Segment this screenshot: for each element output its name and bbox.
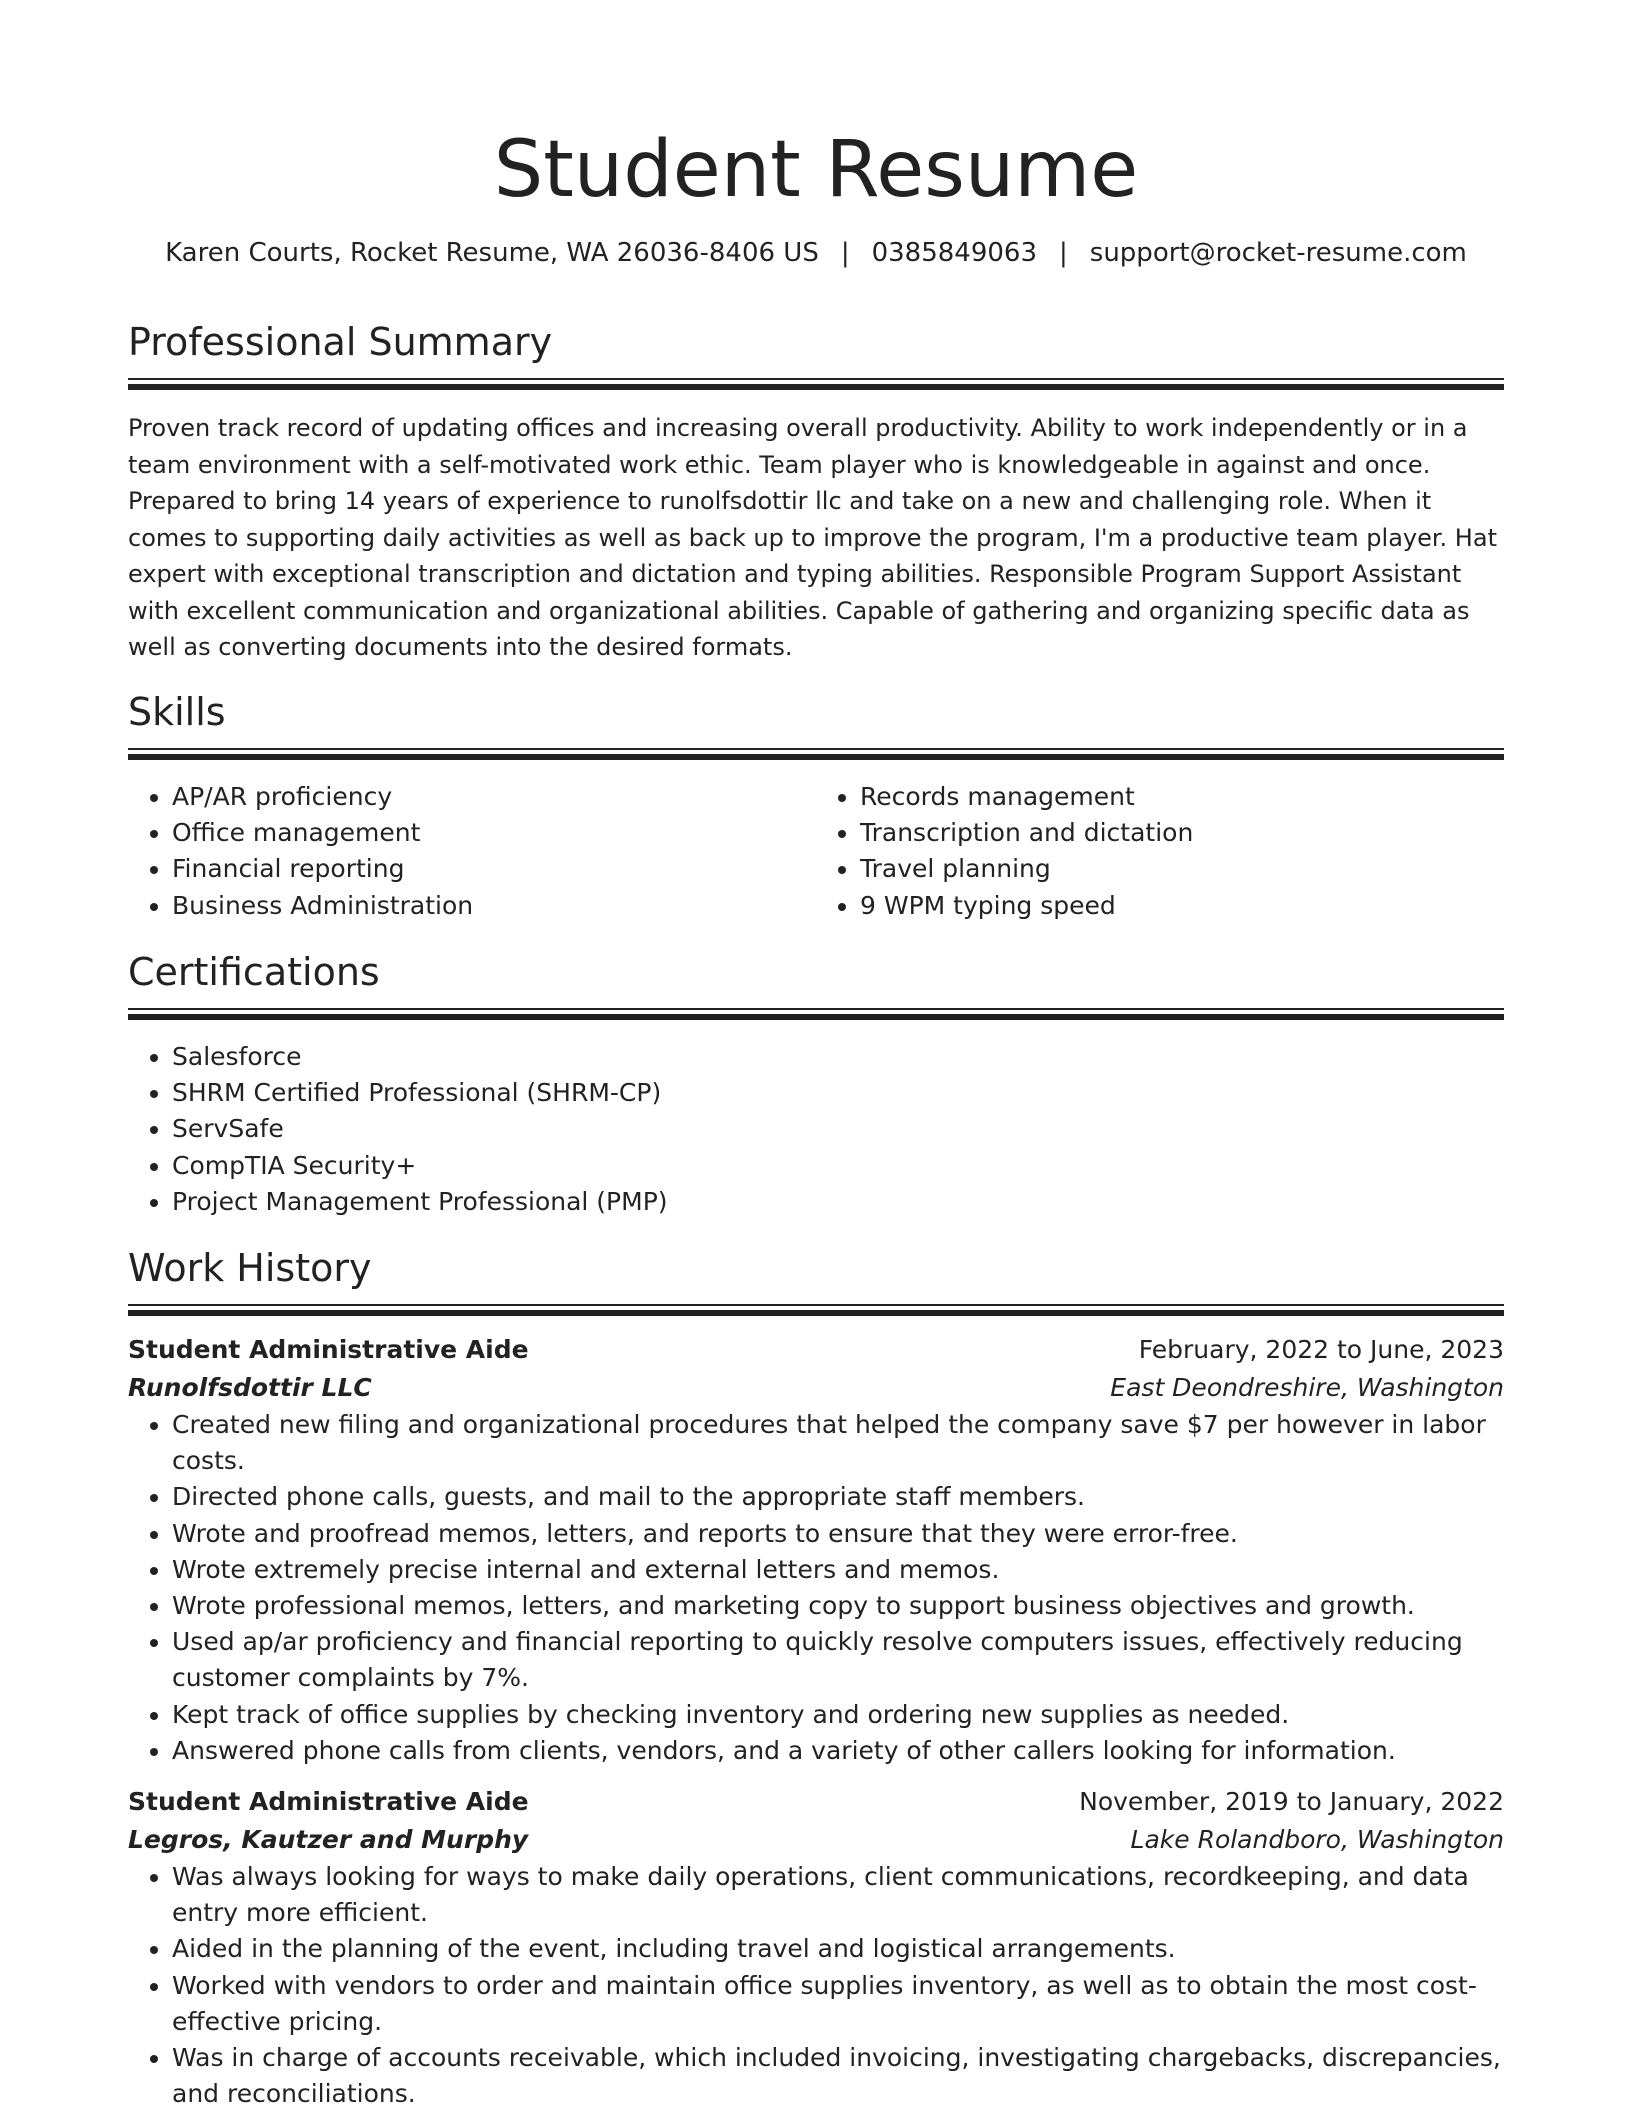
job-company: Runolfsdottir LLC <box>128 1373 372 1402</box>
skill-item: • Business Administration <box>172 888 816 924</box>
job-bullet: • Was always looking for ways to make daily operations, client communications, recordkeeping, and data entry more efficient. <box>172 1859 1504 1931</box>
job-bullet: • Worked with vendors to order and maintain office supplies inventory, as well as to obtain the most cost-effective pricing. <box>172 1968 1504 2040</box>
certification-item: • Project Management Professional (PMP) <box>172 1184 1504 1220</box>
section-heading-summary: Professional Summary <box>128 320 553 364</box>
job-header-row <box>128 1783 1504 1821</box>
job-dates: February, 2022 to June, 2023 <box>1138 1335 1504 1364</box>
job-bullet: • Wrote professional memos, letters, and marketing copy to support business objectives and growth. <box>172 1588 1504 1624</box>
job-bullet: • Used ap/ar proficiency and financial reporting to quickly resolve computers issues, effectively reducing customer complaints by 7%. <box>172 1624 1504 1696</box>
job-bullet: • Created new filing and organizational procedures that helped the company save $7 per however in labor costs. <box>172 1407 1504 1479</box>
certification-item: • Salesforce <box>172 1039 1504 1075</box>
skills-section <box>128 688 1504 924</box>
job-title: Student Administrative Aide <box>128 1335 529 1364</box>
resume-page <box>128 0 1504 2109</box>
job-bullets <box>128 1407 1504 1769</box>
skill-item: • Transcription and dictation <box>860 815 1504 851</box>
job-dates: November, 2019 to January, 2022 <box>1079 1787 1504 1816</box>
summary-text: Proven track record of updating offices and increasing overall productivity. Ability to work independently or in a team environment with a self-motivated work ethic. Team player who is knowledgeable in against and once. Prepared to bring 14 years of experience to runolfsdottir llc and take on a new and challenging role. When it comes to supporting daily activities as well as back up to improve the program, I'm a productive team player. Hat expert with exceptional transcription and dictation and typing abilities. Responsible Program Support Assistant with excellent communication and organizational abilities. Capable of gathering and organizing specific data as well as converting documents into the desired formats. <box>128 414 1497 661</box>
work-history-section <box>128 1244 1504 1318</box>
job-title: Student Administrative Aide <box>128 1787 529 1816</box>
contact-separator: | <box>840 238 850 268</box>
skill-item: • Office management <box>172 815 816 851</box>
job-subheader-row <box>128 1821 1504 1859</box>
job-header-row <box>128 1331 1504 1369</box>
contact-email: support@rocket-resume.com <box>1089 238 1467 268</box>
contact-separator: | <box>1059 238 1068 268</box>
section-divider <box>128 748 1504 762</box>
certification-item: • ServSafe <box>172 1111 1504 1147</box>
job-bullet: • Wrote extremely precise internal and external letters and memos. <box>172 1552 1504 1588</box>
job-location: East Deondreshire, Washington <box>1110 1373 1504 1402</box>
job-bullet: • Directed phone calls, guests, and mail to the appropriate staff members. <box>172 1479 1504 1515</box>
contact-line <box>128 236 1504 270</box>
section-divider <box>128 1008 1504 1022</box>
job-company: Legros, Kautzer and Murphy <box>128 1825 529 1854</box>
contact-phone: 0385849063 <box>871 238 1038 268</box>
section-heading-certifications: Certifications <box>128 950 380 994</box>
section-heading-work-history: Work History <box>128 1246 372 1290</box>
skills-list-right <box>816 779 1504 924</box>
job-entry <box>128 1783 1504 2112</box>
job-bullet: • Wrote and proofread memos, letters, and reports to ensure that they were error-free. <box>172 1516 1504 1552</box>
section-divider <box>128 378 1504 392</box>
skills-grid <box>128 779 1504 924</box>
job-bullet: • Answered phone calls from clients, vendors, and a variety of other callers looking for information. <box>172 1733 1504 1769</box>
certification-item: • SHRM Certified Professional (SHRM-CP) <box>172 1075 1504 1111</box>
skill-item: • Records management <box>860 779 1504 815</box>
job-bullet: • Aided in the planning of the event, including travel and logistical arrangements. <box>172 1931 1504 1967</box>
certification-item: • CompTIA Security+ <box>172 1148 1504 1184</box>
section-heading-skills: Skills <box>128 690 226 734</box>
skills-list-left <box>128 779 816 924</box>
contact-address: Karen Courts, Rocket Resume, WA 26036-8406 US <box>165 238 819 268</box>
job-subheader-row <box>128 1369 1504 1407</box>
certifications-section <box>128 948 1504 1220</box>
job-entry <box>128 1331 1504 1769</box>
summary-section <box>128 318 1504 666</box>
job-bullets <box>128 1859 1504 2112</box>
resume-title: Student Resume <box>493 125 1139 215</box>
skill-item: • Financial reporting <box>172 851 816 887</box>
job-bullet: • Kept track of office supplies by checking inventory and ordering new supplies as needed. <box>172 1697 1504 1733</box>
skill-item: • AP/AR proficiency <box>172 779 816 815</box>
job-location: Lake Rolandboro, Washington <box>1130 1825 1504 1854</box>
certifications-list <box>128 1039 1504 1220</box>
skill-item: • Travel planning <box>860 851 1504 887</box>
skill-item: • 9 WPM typing speed <box>860 888 1504 924</box>
job-bullet: • Was in charge of accounts receivable, which included invoicing, investigating chargebacks, discrepancies, and reconciliations. <box>172 2040 1504 2112</box>
section-divider <box>128 1304 1504 1318</box>
